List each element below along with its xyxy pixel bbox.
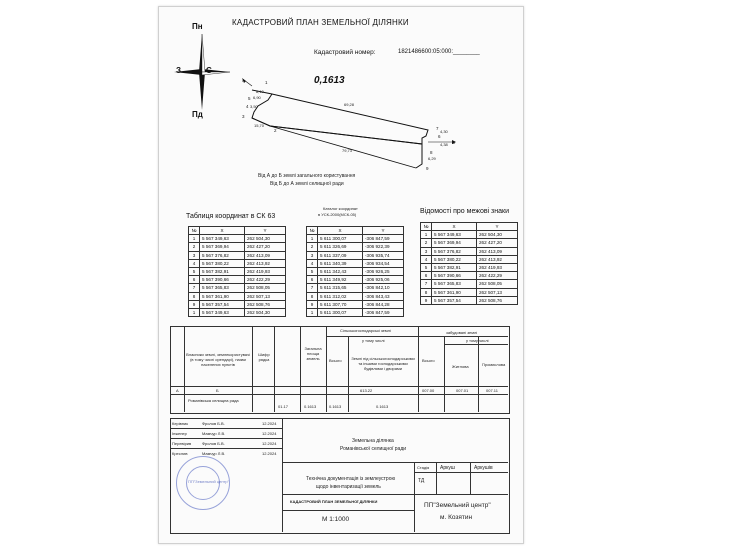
table-row bbox=[307, 292, 404, 300]
table-row bbox=[189, 276, 286, 284]
table-cell: 5 611 340,39 bbox=[318, 259, 363, 267]
table-row bbox=[307, 284, 404, 292]
col-divider bbox=[436, 462, 437, 494]
table-cell: -306 926,25 bbox=[363, 267, 404, 275]
table-cell: 3 bbox=[189, 251, 200, 259]
table-cell: 5 567 349,63 bbox=[432, 231, 477, 239]
table-cell: 4 bbox=[189, 259, 200, 267]
col-index-a: А bbox=[176, 388, 179, 393]
table-cell: 5 567 382,91 bbox=[200, 267, 245, 275]
plan-caption-b-a: Від Б до А землі селищної ради bbox=[270, 181, 344, 187]
table-cell: -306 934,54 bbox=[363, 259, 404, 267]
table-cell: 4 bbox=[421, 255, 432, 263]
org-name: ПП"Земельний центр" bbox=[424, 502, 491, 509]
dim-15-70: 15,70 bbox=[254, 123, 265, 128]
table-row bbox=[307, 243, 404, 251]
doc-title-1: Технічна документація із землеустрою bbox=[306, 476, 396, 482]
header-residential: Житлова bbox=[452, 364, 469, 369]
signature-name: Фролов Б.В. bbox=[202, 441, 225, 446]
city-name: м. Козятин bbox=[440, 514, 473, 521]
col-divider bbox=[274, 326, 275, 412]
plan-point-5: 5 bbox=[248, 96, 251, 101]
table-cell: 5 567 390,66 bbox=[432, 272, 477, 280]
table-cell: 5 567 380,22 bbox=[200, 259, 245, 267]
dim-6-90: 6,90 bbox=[253, 95, 261, 100]
plan-point-7: 7 bbox=[436, 126, 439, 131]
table-cell: 262 419,93 bbox=[477, 263, 518, 271]
col-divider bbox=[300, 326, 301, 412]
row-divider bbox=[414, 472, 508, 473]
table-row bbox=[189, 267, 286, 275]
col-header: Y bbox=[245, 227, 286, 235]
scale-label: М 1:1000 bbox=[322, 516, 350, 523]
table-cell: 262 413,92 bbox=[477, 255, 518, 263]
table-cell: 1 bbox=[307, 235, 318, 243]
table-row bbox=[189, 300, 286, 308]
table-cell: 2 bbox=[421, 239, 432, 247]
plan-point-1: 1 bbox=[265, 80, 268, 85]
table-header-row bbox=[307, 227, 404, 235]
table-row bbox=[189, 308, 286, 316]
table-cell: 1 bbox=[189, 308, 200, 316]
table-cell: 7 bbox=[189, 284, 200, 292]
table-cell: 5 567 357,54 bbox=[432, 296, 477, 304]
col-divider bbox=[444, 336, 445, 412]
total-area-value: 0.1613 bbox=[304, 404, 317, 409]
table-cell: 5 611 326,69 bbox=[318, 243, 363, 251]
col-header: № bbox=[307, 227, 318, 235]
sheet-label: Аркуш bbox=[440, 465, 455, 471]
dim-3-50: 3,50 bbox=[250, 104, 258, 109]
usk-table-title-1: Каталог координат bbox=[323, 206, 358, 211]
table-row bbox=[189, 292, 286, 300]
table-cell: -306 843,43 bbox=[363, 292, 404, 300]
table-row bbox=[421, 288, 518, 296]
table-cell: 9 bbox=[307, 300, 318, 308]
row-divider bbox=[170, 394, 508, 395]
table-cell: 5 567 349,63 bbox=[200, 235, 245, 243]
border-table-title: Відомості про межові знаки bbox=[420, 208, 509, 215]
col-header: № bbox=[421, 223, 432, 231]
table-cell: 2 bbox=[189, 243, 200, 251]
area-value: 0,1613 bbox=[314, 75, 345, 86]
table-cell: 262 413,92 bbox=[245, 259, 286, 267]
table-cell: 6 bbox=[189, 276, 200, 284]
compass-north: Пн bbox=[192, 22, 203, 31]
table-row bbox=[307, 251, 404, 259]
table-row bbox=[307, 308, 404, 316]
other-value: 0.1613 bbox=[376, 404, 389, 409]
dim-4-38: 4,38 bbox=[440, 142, 448, 147]
row-divider bbox=[170, 438, 282, 439]
col-divider bbox=[418, 326, 419, 412]
table-cell: 6 bbox=[307, 276, 318, 284]
signature-name: Мамчур Л.В. bbox=[202, 431, 226, 436]
table-cell: 5 567 382,91 bbox=[432, 263, 477, 271]
table-cell: 4 bbox=[307, 259, 318, 267]
table-cell: 3 bbox=[307, 251, 318, 259]
table-row bbox=[421, 296, 518, 304]
header-built-up: забудовані землі bbox=[446, 330, 478, 335]
table-row bbox=[421, 247, 518, 255]
row-divider bbox=[326, 336, 508, 337]
cadastral-number-label: Кадастровий номер: bbox=[314, 49, 376, 56]
col-divider bbox=[184, 326, 185, 412]
table-cell: 262 422,29 bbox=[477, 272, 518, 280]
sk63-coordinates-table bbox=[188, 226, 286, 317]
sk63-table-title: Таблиця координат в СК 63 bbox=[186, 213, 276, 220]
usk-coordinates-table bbox=[306, 226, 404, 317]
signature-role: Перевірив bbox=[172, 441, 192, 446]
table-row bbox=[189, 235, 286, 243]
col-header: X bbox=[318, 227, 363, 235]
table-cell: 1 bbox=[307, 308, 318, 316]
table-row bbox=[421, 263, 518, 271]
table-cell: 5 567 376,82 bbox=[200, 251, 245, 259]
object-line-2: Романівської селищної ради bbox=[340, 446, 407, 452]
table-cell: 262 413,09 bbox=[245, 251, 286, 259]
table-row bbox=[421, 239, 518, 247]
object-line-1: Земельна ділянка bbox=[352, 438, 394, 444]
row-divider bbox=[444, 344, 508, 345]
col-header: № bbox=[189, 227, 200, 235]
code-value: 01.17 bbox=[278, 404, 289, 409]
plan-point-a: А bbox=[242, 78, 246, 83]
header-all: Всього bbox=[329, 358, 342, 363]
sheets-label: Аркушів bbox=[474, 465, 493, 471]
table-row bbox=[189, 243, 286, 251]
col-divider bbox=[282, 418, 283, 532]
dim-69-28: 69,28 bbox=[344, 102, 355, 107]
table-cell: 5 567 376,82 bbox=[432, 247, 477, 255]
dim-79-73: 79,73 bbox=[342, 148, 353, 153]
stage-label: Стадія bbox=[417, 465, 430, 470]
row-divider bbox=[282, 462, 508, 463]
header-in-use-2: у тому числі bbox=[466, 338, 489, 343]
table-cell: 262 508,05 bbox=[245, 284, 286, 292]
dim-4-30: 4,30 bbox=[440, 129, 448, 134]
signature-role: Креслив bbox=[172, 451, 188, 456]
plan-caption-a-b: Від А до Б землі загального користування bbox=[258, 173, 356, 179]
table-cell: -306 935,74 bbox=[363, 251, 404, 259]
table-cell: 1 bbox=[189, 235, 200, 243]
table-cell: 5 611 349,92 bbox=[318, 276, 363, 284]
col-divider bbox=[252, 326, 253, 412]
plan-point-b: Б bbox=[452, 140, 455, 145]
dim-8-10: 8,10 bbox=[256, 89, 264, 94]
table-cell: 262 427,20 bbox=[245, 243, 286, 251]
col-divider bbox=[326, 326, 327, 412]
table-cell: 5 567 390,66 bbox=[200, 276, 245, 284]
header-in-use: у тому числі bbox=[362, 338, 385, 343]
table-row bbox=[307, 300, 404, 308]
header-total-area: Загальна площа земель bbox=[304, 346, 322, 361]
cadastral-number-value: 1821486600:05:000:________ bbox=[398, 49, 480, 55]
col-index-value: 007.01 bbox=[456, 388, 469, 393]
stage-value: ТД bbox=[418, 478, 425, 484]
table-cell: 2 bbox=[307, 243, 318, 251]
plan-point-9: 9 bbox=[426, 166, 429, 171]
compass-west: З bbox=[176, 66, 182, 75]
col-index-value: 007.11 bbox=[486, 388, 498, 393]
table-cell: 5 567 357,54 bbox=[200, 300, 245, 308]
table-cell: 8 bbox=[307, 292, 318, 300]
dim-6-29: 6,29 bbox=[428, 156, 436, 161]
table-row bbox=[421, 231, 518, 239]
table-cell: 1 bbox=[421, 231, 432, 239]
parcel-plan-drawing bbox=[230, 72, 470, 182]
row-divider bbox=[282, 494, 508, 495]
row-divider bbox=[282, 510, 414, 511]
table-cell: 3 bbox=[421, 247, 432, 255]
signature-date: 12.2024 bbox=[262, 431, 277, 436]
col-index-value: 007.00 bbox=[422, 388, 435, 393]
header-all-2: Всього bbox=[422, 358, 435, 363]
col-divider bbox=[478, 336, 479, 412]
table-cell: 5 611 300,07 bbox=[318, 308, 363, 316]
table-cell: 8 bbox=[421, 288, 432, 296]
header-agricultural: Сільськогосподарські землі bbox=[340, 328, 391, 333]
table-cell: 5 611 337,09 bbox=[318, 251, 363, 259]
col-index-value: 613.22 bbox=[360, 388, 373, 393]
signature-date: 12.2024 bbox=[262, 441, 277, 446]
table-cell: 5 611 315,65 bbox=[318, 284, 363, 292]
table-row bbox=[307, 267, 404, 275]
signature-date: 12.2024 bbox=[262, 451, 277, 456]
table-row bbox=[421, 255, 518, 263]
table-cell: 262 419,93 bbox=[245, 267, 286, 275]
table-cell: 7 bbox=[421, 280, 432, 288]
plan-point-6: 6 bbox=[438, 134, 441, 139]
table-row bbox=[189, 251, 286, 259]
col-header: X bbox=[432, 223, 477, 231]
header-industrial: Промислова bbox=[482, 362, 506, 367]
table-cell: -306 844,28 bbox=[363, 300, 404, 308]
table-cell: -306 922,39 bbox=[363, 243, 404, 251]
table-row bbox=[307, 276, 404, 284]
col-header: X bbox=[200, 227, 245, 235]
header-other: Землі під сільськогосподарськими та іншими господарськими будівлями і дворами bbox=[351, 356, 415, 371]
table-cell: 7 bbox=[307, 284, 318, 292]
table-cell: 5 567 380,22 bbox=[432, 255, 477, 263]
table-cell: 262 504,30 bbox=[477, 231, 518, 239]
compass-east: С bbox=[206, 66, 212, 75]
row-divider bbox=[170, 386, 508, 387]
table-cell: 5 567 369,94 bbox=[432, 239, 477, 247]
border-marks-table bbox=[420, 222, 518, 305]
signature-role: Керівник bbox=[172, 421, 188, 426]
table-cell: 5 bbox=[189, 267, 200, 275]
table-cell: 5 611 307,70 bbox=[318, 300, 363, 308]
plan-point-2: 2 bbox=[274, 128, 277, 133]
table-cell: -306 847,59 bbox=[363, 308, 404, 316]
table-cell: 5 567 365,83 bbox=[432, 280, 477, 288]
table-cell: 5 567 349,63 bbox=[200, 308, 245, 316]
table-cell: 262 504,30 bbox=[245, 235, 286, 243]
plan-point-4: 4 bbox=[246, 104, 249, 109]
doc-title-2: щодо інвентаризації земель bbox=[316, 484, 381, 490]
table-cell: 262 413,09 bbox=[477, 247, 518, 255]
table-cell: 262 507,13 bbox=[477, 288, 518, 296]
col-divider bbox=[470, 462, 471, 494]
table-cell: -306 847,59 bbox=[363, 235, 404, 243]
table-header-row bbox=[189, 227, 286, 235]
table-cell: -306 842,10 bbox=[363, 284, 404, 292]
table-cell: 9 bbox=[421, 296, 432, 304]
owner-value: Романівська селищна рада bbox=[188, 398, 239, 403]
table-cell: 5 567 361,90 bbox=[200, 292, 245, 300]
table-header-row bbox=[421, 223, 518, 231]
table-row bbox=[421, 272, 518, 280]
table-cell: 5 bbox=[307, 267, 318, 275]
usk-table-title-2: в УСК-2000(МСК-05) bbox=[318, 212, 357, 217]
col-index-b: Б bbox=[216, 388, 219, 393]
table-cell: 262 508,76 bbox=[477, 296, 518, 304]
header-code: Шифр рядка bbox=[258, 352, 270, 362]
table-cell: 262 504,30 bbox=[245, 308, 286, 316]
table-cell: 262 427,20 bbox=[477, 239, 518, 247]
table-cell: 5 611 342,43 bbox=[318, 267, 363, 275]
table-cell: 9 bbox=[189, 300, 200, 308]
table-row bbox=[307, 235, 404, 243]
signature-name: Мамчур Л.В. bbox=[202, 451, 226, 456]
table-cell: 5 567 361,90 bbox=[432, 288, 477, 296]
table-row bbox=[189, 259, 286, 267]
all-value: 0.1613 bbox=[329, 404, 342, 409]
table-cell: 5 611 300,07 bbox=[318, 235, 363, 243]
table-cell: 5 611 312,02 bbox=[318, 292, 363, 300]
table-cell: 8 bbox=[189, 292, 200, 300]
table-cell: 262 508,05 bbox=[477, 280, 518, 288]
table-row bbox=[307, 259, 404, 267]
table-cell: -306 925,06 bbox=[363, 276, 404, 284]
row-divider bbox=[170, 428, 282, 429]
plan-title-block: КАДАСТРОВИЙ ПЛАН ЗЕМЕЛЬНОЇ ДІЛЯНКИ bbox=[290, 499, 378, 504]
table-cell: 5 567 365,83 bbox=[200, 284, 245, 292]
header-owner: Власники землі, землекористувачі (в тому числі орендарі), назви населених пунктів bbox=[186, 352, 250, 367]
table-row bbox=[189, 284, 286, 292]
col-header: Y bbox=[363, 227, 404, 235]
col-header: Y bbox=[477, 223, 518, 231]
table-cell: 262 508,76 bbox=[245, 300, 286, 308]
seal-stamp-text: ПП"Земельний центр" bbox=[188, 479, 230, 484]
table-cell: 5 bbox=[421, 263, 432, 271]
col-divider bbox=[348, 336, 349, 412]
signature-date: 12.2024 bbox=[262, 421, 277, 426]
plan-point-3: 3 bbox=[242, 114, 245, 119]
page-title: КАДАСТРОВИЙ ПЛАН ЗЕМЕЛЬНОЇ ДІЛЯНКИ bbox=[232, 18, 409, 27]
compass-south: Пд bbox=[192, 110, 203, 119]
table-cell: 262 507,13 bbox=[245, 292, 286, 300]
table-cell: 262 422,29 bbox=[245, 276, 286, 284]
table-cell: 6 bbox=[421, 272, 432, 280]
table-row bbox=[421, 280, 518, 288]
plan-point-8: 8 bbox=[430, 150, 433, 155]
signature-name: Фролов Б.В. bbox=[202, 421, 225, 426]
signature-role: Інженер bbox=[172, 431, 187, 436]
table-cell: 5 567 369,94 bbox=[200, 243, 245, 251]
row-divider bbox=[170, 448, 282, 449]
